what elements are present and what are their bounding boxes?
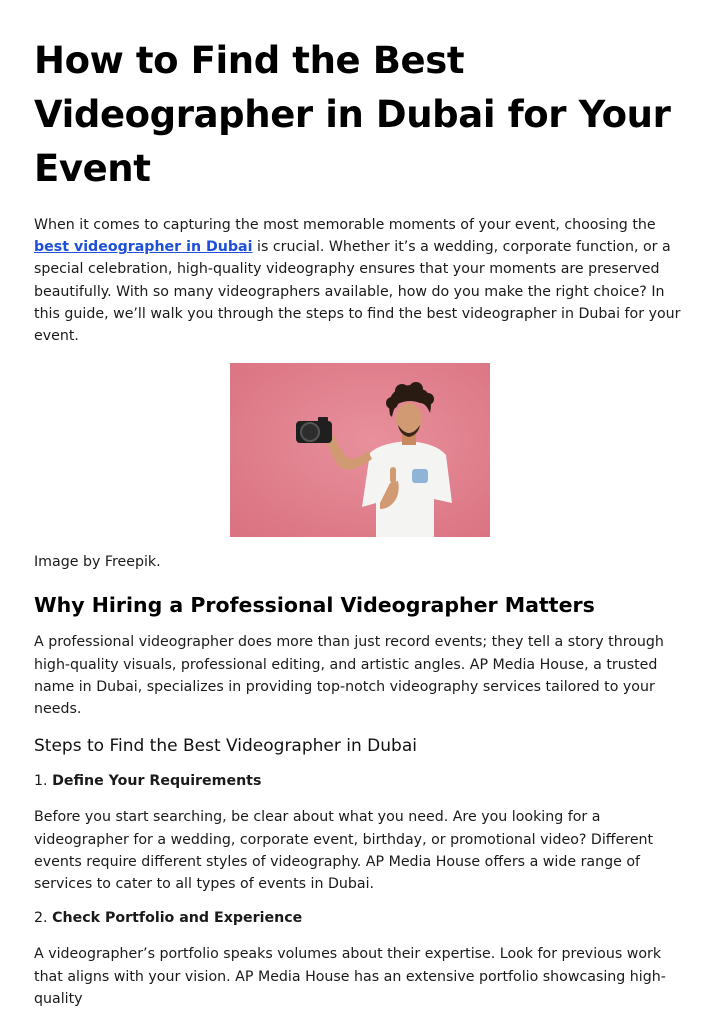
intro-text-end: is crucial. Whether it’s a wedding, corporate function, or a special celebration, high-quality videography ensures that your moments are preserved beautifully. With so many videographers available, how do you make the right choice? In this guide, we’ll walk you through the steps to find the best videographer in Dubai for your event. — [34, 239, 681, 345]
title-line: Event — [34, 147, 151, 190]
intro-text-start: When it comes to capturing the most memorable moments of your event, choosing the — [34, 217, 656, 233]
photo-background — [230, 363, 490, 537]
article-title — [34, 34, 674, 196]
title-line: How to Find the Best — [34, 39, 465, 82]
step-1-paragraph: Before you start searching, be clear about what you need. Are you looking for a videographer for a wedding, corporate event, birthday, or promotional video? Different events require different styles of videography. AP Media House offers a wide range of services to cater to all types of events in Dubai. — [34, 809, 654, 893]
title-line: Videographer in Dubai for Your — [34, 93, 671, 136]
step-2-paragraph: A videographer’s portfolio speaks volumes about their expertise. Look for previous work that aligns with your vision. AP Media House has an extensive portfolio showcasing high-quality — [34, 946, 666, 1007]
intro-paragraph — [34, 214, 686, 347]
steps-heading: Steps to Find the Best Videographer in Dubai — [34, 736, 417, 757]
step-1-heading — [34, 770, 686, 792]
image-caption: Image by Freepik. — [34, 554, 161, 571]
step-number: 2. — [34, 910, 48, 927]
section-heading: Why Hiring a Professional Videographer Matters — [34, 593, 595, 618]
step-title: Define Your Requirements — [52, 773, 262, 790]
step-number: 1. — [34, 773, 48, 790]
shirt-print — [412, 469, 428, 483]
videographer-photo — [230, 363, 490, 537]
camera-lens — [301, 423, 319, 441]
best-videographer-link[interactable]: best videographer in Dubai — [34, 239, 253, 256]
section-paragraph: A professional videographer does more than just record events; they tell a story through high-quality visuals, professional editing, and artistic angles. AP Media House, a trusted name in Dubai, specializes in providing top-notch videography services tailored to your needs. — [34, 634, 664, 718]
step-2-heading — [34, 907, 686, 929]
step-title: Check Portfolio and Experience — [52, 910, 303, 927]
